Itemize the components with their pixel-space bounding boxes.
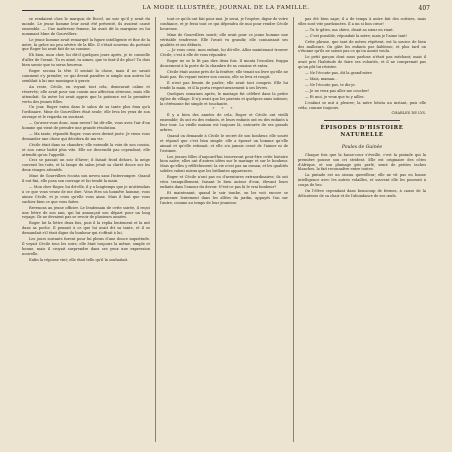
paragraph: Roger ne se le fit pas dire deux fois. Il monta l'escalier, frappa doucement à la porte de la chambre de sa cousine et entra. — [160, 59, 288, 69]
paragraph: se rendaient chez le marquis de Rocel, un soir qu'il y avait du monde. Le jeune homme leur avait été présenté, ils avaient causé ensemble. — Une maîtresse femme, lui avait dit la marquise en lui nommant Mme de Gourvillers. — [22, 17, 150, 36]
paragraph: Mme de Gourvillers écouta son neveu sans l'interrompre. Quand il eut fini, elle posa son ouvrage et lui tendit la main. — [22, 174, 150, 184]
text-column-1 — [22, 17, 150, 442]
paragraph: Ceci se passait un soir d'hiver; il faisait froid dehors, la neige couvrait les toits, et la lampe du salon jetait sa clarté douce sur les deux visages attentifs. — [22, 158, 150, 173]
paragraph: Cette phrase, que tant de mères répètent, est la source de bien des malheurs. On gâte les enfants par faiblesse, et plus tard on s'étonne qu'ils ne soient pas ce qu'on aurait voulu. — [298, 39, 426, 54]
page-header — [22, 5, 430, 15]
paragraph: tout ce qu'ils ont fait pour moi. Je serai, je l'espère, digne de votre confiance, et je ferai tout ce qui dépendra de moi pour rendre Cécile heureuse. — [160, 17, 288, 31]
paragraph: — Mon cher Roger, lui dit-elle, il y a longtemps que je m'attendais à ce que vous venez de me dire. Vous êtes un honnête homme, vous aimez Cécile, et je crois qu'elle vous aime. Mais il faut que vous sachiez bien ce que vous faites. — [22, 185, 150, 204]
paragraph: Quand on demande à Cécile le secret de son bonheur, elle sourit et répond que c'est bien simple: elle a épousé un homme qu'elle aimait et qu'elle estimait, et elle n'a jamais cessé de l'aimer ni de l'estimer. — [160, 133, 288, 153]
column-divider — [293, 17, 294, 442]
paragraph: — Ne l'écoute pas, dit la grand'mère. — [305, 71, 373, 76]
paragraph: Revenons au jeune officier. Le lendemain de cette soirée, il reçut une lettre de son ami, qui lui annonçait son départ pour un long voyage. Ils ne devaient pas se revoir de plusieurs années. — [22, 205, 150, 220]
paragraph: — Je vous crois, mon enfant, lui dit-elle. Allez maintenant trouver Cécile; c'est à elle de vous répondre. — [160, 48, 288, 58]
paragraph: — Je ne veux pas aller me coucher! — [305, 88, 370, 93]
paragraph: — Tu le gâtes, ma chère, disait sa sœur en riant. — [305, 27, 394, 32]
section-subheading: Poules de Guinée — [341, 144, 383, 150]
journal-title: LA MODE ILLUSTRÉE, JOURNAL DE LA FAMILLE. — [142, 5, 310, 11]
paragraph: — Ma tante, répondit Roger, vous avez deviné juste. Je viens vous demander une chose qui décidera de ma vie. — [22, 131, 150, 141]
paragraph: Enfin la réponse vint; elle était telle qu'il la souhaitait. — [29, 257, 129, 262]
paragraph: Le jeune homme avait remarqué la figure intelligente et fine de la mère, la grâce un peu sévère de la fille. Il s'était souvenu du portrait que Roger lui avait fait de sa cousine. — [22, 37, 150, 52]
paragraph: Cécile était assise près de la fenêtre; elle tenait un livre qu'elle ne lisait pas. En voyant entrer son cousin, elle se leva et rougit. — [160, 70, 288, 79]
paragraph: pas été bien sage; il a de temps à autre fait des sottises, mais elles sont vite pardonnées. Il a un si bon cœur! — [298, 17, 426, 26]
paragraph: L'enfant se mit à pleurer; la mère hésita un instant, puis elle céda, comme toujours. — [298, 100, 426, 110]
paragraph: Mme de Gourvillers sourit; elle avait pour ce jeune homme une véritable tendresse. Elle l'avait vu grandir, elle connaissait ses qualités et ses défauts. — [160, 32, 288, 47]
paragraph: Roger et Cécile n'ont pas eu d'aventures extraordinaires; ils ont vécu tranquillement, faisant le bien autour d'eux, élevant leurs enfants dans l'amour du devoir. N'est-ce pas là le vrai bonheur? — [160, 175, 288, 189]
paragraph: Au reste, Cécile, en voyant tout cela, demeurait calme et réservée; elle avait pour son cousin une affection sérieuse, mais elle attendait. Sa mère lui avait appris que la patience est la première vertu des jeunes filles. — [22, 84, 150, 104]
paragraph: Il y a bien des années de cela. Roger et Cécile ont vieilli ensemble; ils ont eu des enfants, et leurs enfants ont eu des enfants à leur tour. La vieille maison est toujours là, entourée de ses grands arbres. — [160, 113, 288, 133]
paragraph: — Et moi, je veux que tu y ailles. — [305, 94, 365, 99]
paragraph: — C'est possible, répondait la mère; mais je l'aime tant! — [305, 33, 408, 38]
section-break: * * * — [212, 107, 236, 112]
paragraph: Eh bien, mon cher, lui dit-il quelques jours après, je te conseille d'aller de l'avant. Tu es aimé, tu aimes, que te faut-il de plus? Tu dois bien savoir que tu seras heureux. — [22, 53, 150, 68]
paragraph: Le petit garçon dont nous parlons n'était pas méchant; mais il avait pris l'habitude de faire ses volontés, et il ne comprenait pas qu'on pût lui résister. — [298, 55, 426, 70]
paragraph: Roger lut la lettre deux fois, puis il la replia lentement et la mit dans sa poche. Il pensait à ce que lui avait dit sa tante, et il se demandait s'il était digne du bonheur qui s'offrait à lui. — [22, 221, 150, 236]
paragraph: Les jeunes filles d'aujourd'hui trouveront peut-être cette histoire bien naïve; elles ont d'autres idées sur le mariage et sur le bonheur. Mais qu'elles y réfléchissent: la vie n'est pas un roman, et les qualités solides valent mieux que les brillantes apparences. — [160, 154, 288, 174]
text-column-3 — [298, 17, 426, 442]
paragraph: — Mais, maman... — [305, 76, 338, 81]
paragraph: Quelques semaines après, le mariage fut célébré dans la petite église du village. Il n'y avait que les parents et quelques amis intimes; la cérémonie fut simple et touchante. — [160, 91, 288, 106]
column-divider — [155, 17, 156, 442]
section-heading: ÉPISODES D'HISTOIRE NATURELLE — [320, 125, 404, 139]
paragraph: Un jour, Roger entra dans le salon de sa tante plus ému qu'à l'ordinaire. Mme de Gourvillers était seule; elle leva les yeux de son ouvrage et le regarda en souriant. — [22, 105, 150, 120]
section-rule — [324, 120, 401, 121]
paragraph: Et maintenant, quand le soir tombe, on les voit encore se promener lentement dans les allées du jardin, appuyés l'un sur l'autre, comme au temps de leur jeunesse. — [160, 190, 288, 205]
paragraph: — Qu'avez-vous donc, mon neveu? lui dit-elle, vous avez l'air d'un homme qui vient de prendre une grande résolution. — [22, 121, 150, 131]
page-number: 407 — [418, 5, 430, 12]
author-signature: CHARLES DE LYS. — [391, 111, 426, 116]
paragraph: — Ne l'écoute pas, te dis-je. — [305, 82, 356, 87]
paragraph: Les jours suivants furent pour lui pleins d'une douce inquiétude. Il voyait Cécile tous les soirs; elle était toujours la même, simple et bonne, mais il croyait surprendre dans ses yeux une expression nouvelle. — [22, 237, 150, 256]
paragraph: On l'élève cependant dans beaucoup de fermes, à cause de la délicatesse de sa chair et de l'abondance de ses œufs. — [298, 189, 426, 198]
text-column-2 — [160, 17, 288, 442]
paragraph: Cécile était dans sa chambre; elle entendit la voix de son cousin, et son cœur battit plus vite. Elle ne descendit pas cependant, elle attendit qu'on l'appelât. — [22, 142, 150, 157]
paragraph: La pintade est un oiseau querelleur; elle ne vit pas en bonne intelligence avec les autres volailles, et souvent elle les poursuit à coups de bec. — [298, 173, 426, 188]
paragraph: Il n'eut pas besoin de parler; elle avait tout compris. Elle lui tendit la main, et il la porta respectueusement à ses lèvres. — [160, 80, 288, 90]
paragraph: Roger secoua la tête. Il sentait la chose, mais il ne savait comment s'y prendre; ce qui devait paraître si simple aux autres lui semblait à lui une montagne à gravir. — [22, 69, 150, 83]
paragraph: Chaque fois que la basse-cour s'éveille, c'est la pintade qui la première pousse son cri strident. Elle est originaire des côtes d'Afrique, et son plumage gris perlé, semé de petites taches blanches, la fait reconnaître entre toutes. — [298, 152, 426, 172]
